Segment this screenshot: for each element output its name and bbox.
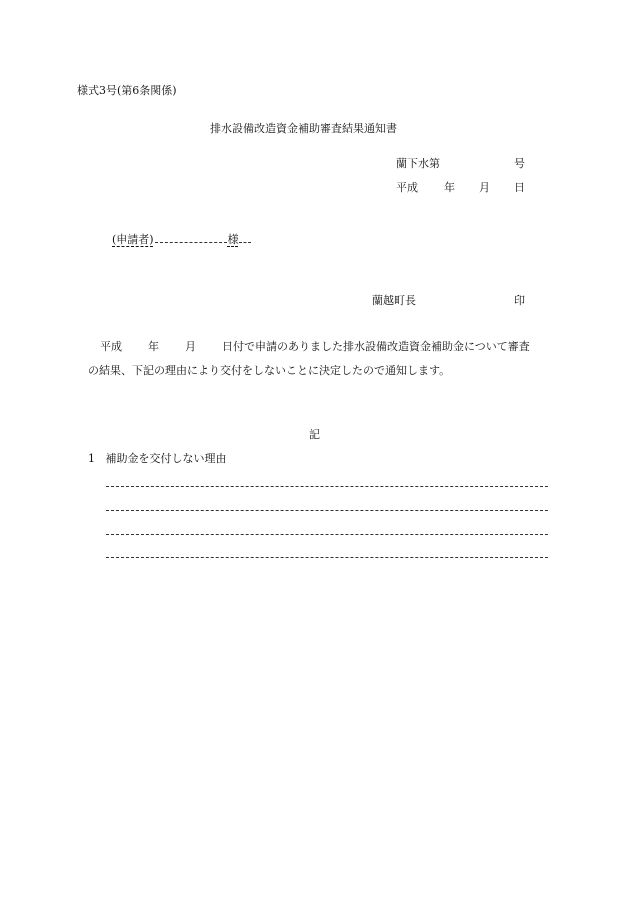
date-era: 平成 (396, 181, 418, 194)
honorific-underline-tail (239, 232, 251, 243)
date-month-label: 月 (479, 181, 490, 194)
reason-blank-line (106, 557, 548, 558)
body-text-line-2: の結果、下記の理由により交付をしないことに決定したので通知します。 (88, 364, 451, 377)
honorific: 様 (227, 233, 239, 246)
date-day-label: 日 (514, 181, 525, 194)
body-month-label: 月 (185, 340, 196, 353)
body-line1-text: 日付で申請のありました排水設備改造資金補助金について審査 (222, 340, 530, 353)
reason-blank-line (106, 486, 548, 487)
body-year-label: 年 (148, 340, 159, 353)
ki-heading: 記 (309, 428, 320, 441)
seal-mark: 印 (514, 294, 525, 307)
reason-blank-line (106, 510, 548, 511)
body-text-line-1 (100, 340, 530, 354)
applicant-name-blank (155, 232, 227, 243)
issuer-title: 蘭越町長 (372, 294, 416, 307)
item-text: 補助金を交付しない理由 (105, 452, 227, 465)
date-year-label: 年 (444, 181, 455, 194)
item-heading (88, 452, 227, 466)
body-era: 平成 (100, 340, 122, 353)
form-number: 様式3号(第6条関係) (77, 84, 177, 97)
applicant-label: (申請者) (112, 233, 154, 246)
reference-number-suffix: 号 (514, 157, 525, 170)
reference-number-prefix: 蘭下水第 (396, 157, 440, 170)
reason-blank-line (106, 534, 548, 535)
item-number: 1 (88, 452, 95, 465)
applicant-line (112, 232, 251, 247)
document-title: 排水設備改造資金補助審査結果通知書 (210, 122, 397, 135)
